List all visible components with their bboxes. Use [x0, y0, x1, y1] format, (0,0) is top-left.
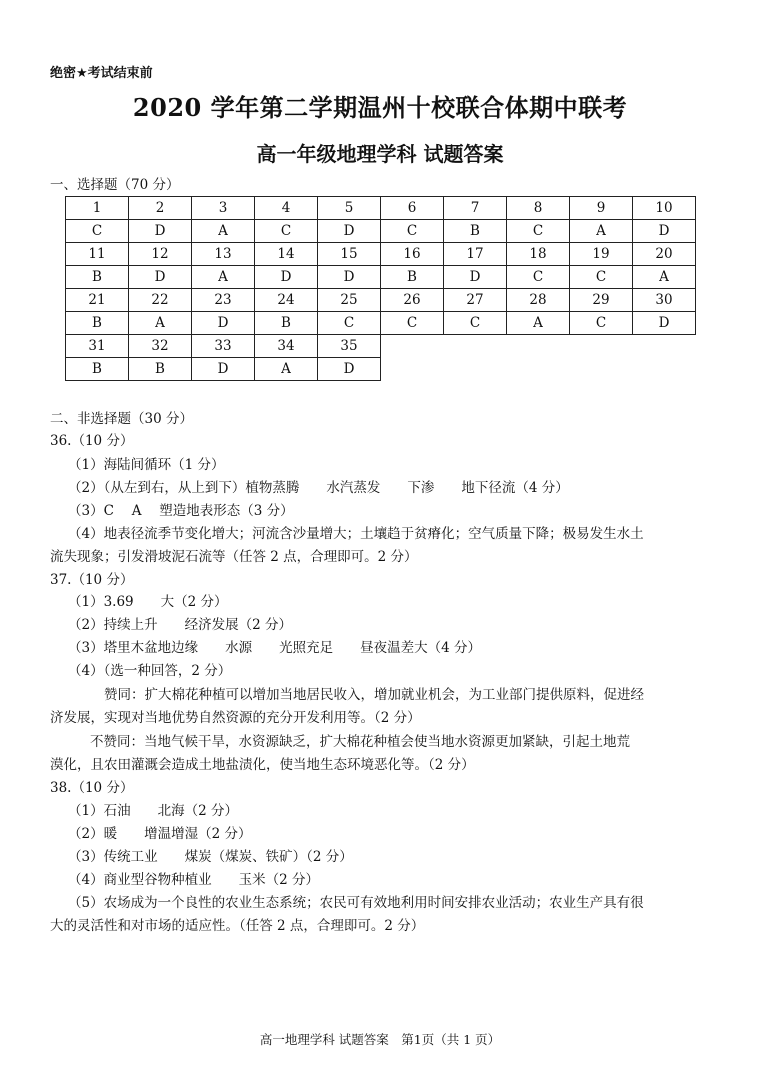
answer-cell — [381, 358, 444, 381]
answer-cell: A — [255, 358, 318, 381]
question-number-cell: 13 — [192, 243, 255, 266]
answer-table-row — [66, 358, 696, 381]
answer-cell: A — [192, 220, 255, 243]
answer-cell: B — [66, 358, 129, 381]
answer-table-row — [66, 243, 696, 266]
question-number-cell: 5 — [318, 197, 381, 220]
answer-cell: D — [318, 358, 381, 381]
answer-cell: C — [381, 312, 444, 335]
answer-cell: A — [633, 266, 696, 289]
question-number-cell: 2 — [129, 197, 192, 220]
answer-cell: B — [129, 358, 192, 381]
question-number-cell — [633, 335, 696, 358]
question-number-cell: 19 — [570, 243, 633, 266]
answer-cell: A — [129, 312, 192, 335]
q36-answer-3: （3）C A 塑造地表形态（3 分） — [68, 503, 294, 519]
q36-heading: 36.（10 分） — [50, 433, 134, 449]
q37-answer-2: （2）持续上升 经济发展（2 分） — [68, 617, 292, 633]
answer-table-row — [66, 266, 696, 289]
answer-cell: D — [192, 358, 255, 381]
question-number-cell: 4 — [255, 197, 318, 220]
answer-cell: C — [444, 312, 507, 335]
q38-answer-5: （5）农场成为一个良性的农业生态系统；农民可有效地利用时间安排农业活动；农业生产具有很 — [68, 895, 644, 911]
q38-answer-2: （2）暖 增温增湿（2 分） — [68, 826, 252, 842]
part1-heading: 一、选择题（70 分） — [50, 177, 180, 193]
question-number-cell: 3 — [192, 197, 255, 220]
question-number-cell: 31 — [66, 335, 129, 358]
question-number-cell: 14 — [255, 243, 318, 266]
question-number-cell: 26 — [381, 289, 444, 312]
exam-subtitle: 高一年级地理学科 试题答案 — [256, 142, 504, 166]
q37-answer-1: （1）3.69 大（2 分） — [68, 594, 228, 610]
q36-answer-2: （2）（从左到右，从上到下）植物蒸腾 水汽蒸发 下渗 地下径流（4 分） — [68, 480, 569, 496]
question-number-cell: 23 — [192, 289, 255, 312]
answer-cell: D — [318, 220, 381, 243]
answer-cell: C — [507, 266, 570, 289]
question-number-cell: 21 — [66, 289, 129, 312]
question-number-cell: 29 — [570, 289, 633, 312]
answer-cell: C — [381, 220, 444, 243]
answer-table-row — [66, 312, 696, 335]
q36-answer-4: （4）地表径流季节变化增大；河流含沙量增大；土壤趋于贫瘠化；空气质量下降；极易发生水土 — [68, 526, 644, 542]
secret-mark: 绝密★考试结束前 — [50, 66, 153, 81]
answer-cell: D — [633, 312, 696, 335]
answer-cell: D — [255, 266, 318, 289]
answer-cell: D — [633, 220, 696, 243]
answer-cell: D — [192, 312, 255, 335]
question-number-cell: 16 — [381, 243, 444, 266]
question-number-cell: 35 — [318, 335, 381, 358]
answer-cell: A — [507, 312, 570, 335]
question-number-cell: 7 — [444, 197, 507, 220]
answer-cell: D — [318, 266, 381, 289]
question-number-cell: 8 — [507, 197, 570, 220]
q38-answer-1: （1）石油 北海（2 分） — [68, 803, 238, 819]
answer-cell: D — [444, 266, 507, 289]
answer-table-row — [66, 335, 696, 358]
q37-disagree: 不赞同：当地气候干旱，水资源缺乏，扩大棉花种植会使当地水资源更加紧缺，引起土地荒 — [90, 734, 630, 750]
part2-heading: 二、非选择题（30 分） — [50, 411, 193, 427]
answer-cell: B — [444, 220, 507, 243]
q37-heading: 37.（10 分） — [50, 572, 134, 588]
question-number-cell: 24 — [255, 289, 318, 312]
question-number-cell — [570, 335, 633, 358]
q37-agree: 赞同：扩大棉花种植可以增加当地居民收入，增加就业机会，为工业部门提供原料，促进经 — [104, 687, 644, 703]
q38-answer-4: （4）商业型谷物种植业 玉米（2 分） — [68, 872, 319, 888]
answer-cell: C — [255, 220, 318, 243]
answer-cell — [633, 358, 696, 381]
q36-answer-1: （1）海陆间循环（1 分） — [68, 457, 225, 473]
q37-disagree-cont: 漠化，且农田灌溉会造成土地盐渍化，使当地生态环境恶化等。（2 分） — [50, 757, 475, 773]
answer-cell: C — [66, 220, 129, 243]
question-number-cell: 12 — [129, 243, 192, 266]
answer-cell: B — [255, 312, 318, 335]
answer-cell — [444, 358, 507, 381]
question-number-cell: 1 — [66, 197, 129, 220]
question-number-cell: 27 — [444, 289, 507, 312]
answer-cell: C — [570, 266, 633, 289]
question-number-cell: 15 — [318, 243, 381, 266]
q37-answer-4: （4）（选一种回答，2 分） — [68, 663, 232, 679]
question-number-cell: 11 — [66, 243, 129, 266]
answer-cell — [507, 358, 570, 381]
answer-cell: C — [318, 312, 381, 335]
answer-table-row — [66, 197, 696, 220]
question-number-cell: 6 — [381, 197, 444, 220]
answer-cell: C — [570, 312, 633, 335]
question-number-cell: 9 — [570, 197, 633, 220]
q38-heading: 38.（10 分） — [50, 780, 134, 796]
question-number-cell — [507, 335, 570, 358]
question-number-cell — [381, 335, 444, 358]
question-number-cell: 28 — [507, 289, 570, 312]
question-number-cell: 25 — [318, 289, 381, 312]
answer-table-row — [66, 289, 696, 312]
answer-cell — [570, 358, 633, 381]
page-footer: 高一地理学科 试题答案 第1页（共 1 页） — [259, 1032, 501, 1047]
answer-cell: D — [129, 266, 192, 289]
answer-cell: B — [381, 266, 444, 289]
answer-table — [65, 196, 696, 381]
question-number-cell: 18 — [507, 243, 570, 266]
answer-cell: C — [507, 220, 570, 243]
answer-cell: B — [66, 266, 129, 289]
question-number-cell: 34 — [255, 335, 318, 358]
question-number-cell: 22 — [129, 289, 192, 312]
q36-answer-4-cont: 流失现象；引发滑坡泥石流等（任答 2 点，合理即可。2 分） — [50, 549, 418, 565]
q38-answer-5-cont: 大的灵活性和对市场的适应性。（任答 2 点，合理即可。2 分） — [50, 918, 425, 934]
question-number-cell: 30 — [633, 289, 696, 312]
answer-cell: A — [192, 266, 255, 289]
answer-cell: B — [66, 312, 129, 335]
question-number-cell: 20 — [633, 243, 696, 266]
question-number-cell: 32 — [129, 335, 192, 358]
exam-title: 2020 学年第二学期温州十校联合体期中联考 — [132, 93, 628, 122]
question-number-cell — [444, 335, 507, 358]
q37-answer-3: （3）塔里木盆地边缘 水源 光照充足 昼夜温差大（4 分） — [68, 640, 481, 656]
q37-agree-cont: 济发展，实现对当地优势自然资源的充分开发利用等。（2 分） — [50, 710, 421, 726]
question-number-cell: 17 — [444, 243, 507, 266]
answer-cell: A — [570, 220, 633, 243]
question-number-cell: 33 — [192, 335, 255, 358]
question-number-cell: 10 — [633, 197, 696, 220]
answer-cell: D — [129, 220, 192, 243]
answer-table-row — [66, 220, 696, 243]
q38-answer-3: （3）传统工业 煤炭（煤炭、铁矿）（2 分） — [68, 849, 353, 865]
